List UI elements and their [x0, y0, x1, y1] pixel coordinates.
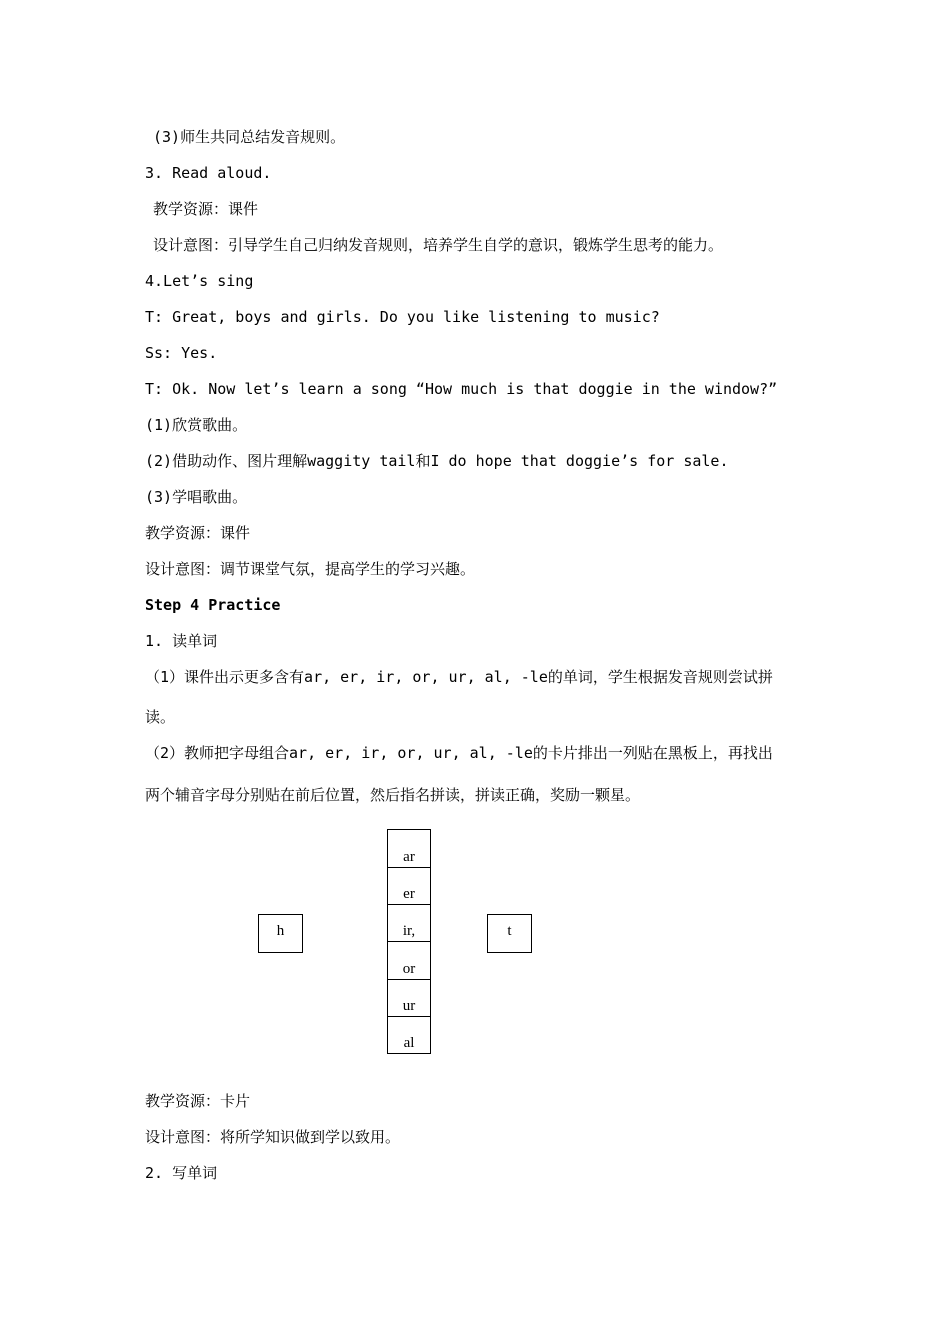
text-line: 读。	[145, 708, 176, 726]
letter-card-left	[258, 914, 303, 953]
dialogue-line: T: Great, boys and girls. Do you like listening to music?	[145, 308, 660, 326]
step-heading: Step 4 Practice	[145, 596, 281, 614]
text-line: （2）教师把字母组合ar, er, ir, or, ur, al, -le的卡片排出一列贴在黑板上，再找出	[145, 744, 773, 762]
letter-card-right-text: t	[507, 923, 512, 939]
letter-combination-column	[387, 829, 431, 1054]
text-line: 教学资源：课件	[153, 200, 259, 218]
letter-combination-card	[388, 868, 430, 905]
dialogue-line: T: Ok. Now let’s learn a song “How much is that doggie in the window?”	[145, 380, 778, 398]
letter-combination-card	[388, 1017, 430, 1053]
letter-combination-text: ur	[402, 998, 416, 1014]
text-line: 两个辅音字母分别贴在前后位置，然后指名拼读，拼读正确，奖励一颗星。	[145, 786, 641, 804]
text-line: 设计意图：将所学知识做到学以致用。	[145, 1128, 401, 1146]
letter-combination-card	[388, 980, 430, 1017]
letter-combination-card	[388, 830, 430, 868]
text-line: 设计意图：调节课堂气氛，提高学生的学习兴趣。	[145, 560, 476, 578]
letter-combination-text: al	[403, 1035, 415, 1051]
letter-combination-text: ar	[403, 849, 415, 865]
letter-combination-card	[388, 905, 430, 942]
text-line: (3)师生共同总结发音规则。	[153, 128, 346, 146]
dialogue-line: Ss: Yes.	[145, 344, 218, 362]
letter-combination-text: ir,	[402, 923, 416, 939]
section-heading-read-aloud: 3. Read aloud.	[145, 164, 272, 182]
text-line: (1)欣赏歌曲。	[145, 416, 248, 434]
letter-combination-text: er	[403, 886, 415, 902]
letter-combination-text: or	[402, 961, 416, 977]
text-line: 2. 写单词	[145, 1164, 218, 1182]
text-line: (2)借助动作、图片理解waggity tail和I do hope that doggie’s for sale.	[145, 452, 729, 470]
text-line: 设计意图：引导学生自己归纳发音规则，培养学生自学的意识，锻炼学生思考的能力。	[153, 236, 724, 254]
section-heading-lets-sing: 4.Let’s sing	[145, 272, 254, 290]
text-line: 1. 读单词	[145, 632, 218, 650]
text-line: 教学资源：课件	[145, 524, 251, 542]
letter-combination-card	[388, 942, 430, 980]
text-line: (3)学唱歌曲。	[145, 488, 248, 506]
text-line: 教学资源：卡片	[145, 1092, 251, 1110]
letter-card-right	[487, 914, 532, 953]
letter-card-left-text: h	[276, 923, 285, 939]
text-line: （1）课件出示更多含有ar, er, ir, or, ur, al, -le的单词，学生根据发音规则尝试拼	[145, 668, 773, 686]
